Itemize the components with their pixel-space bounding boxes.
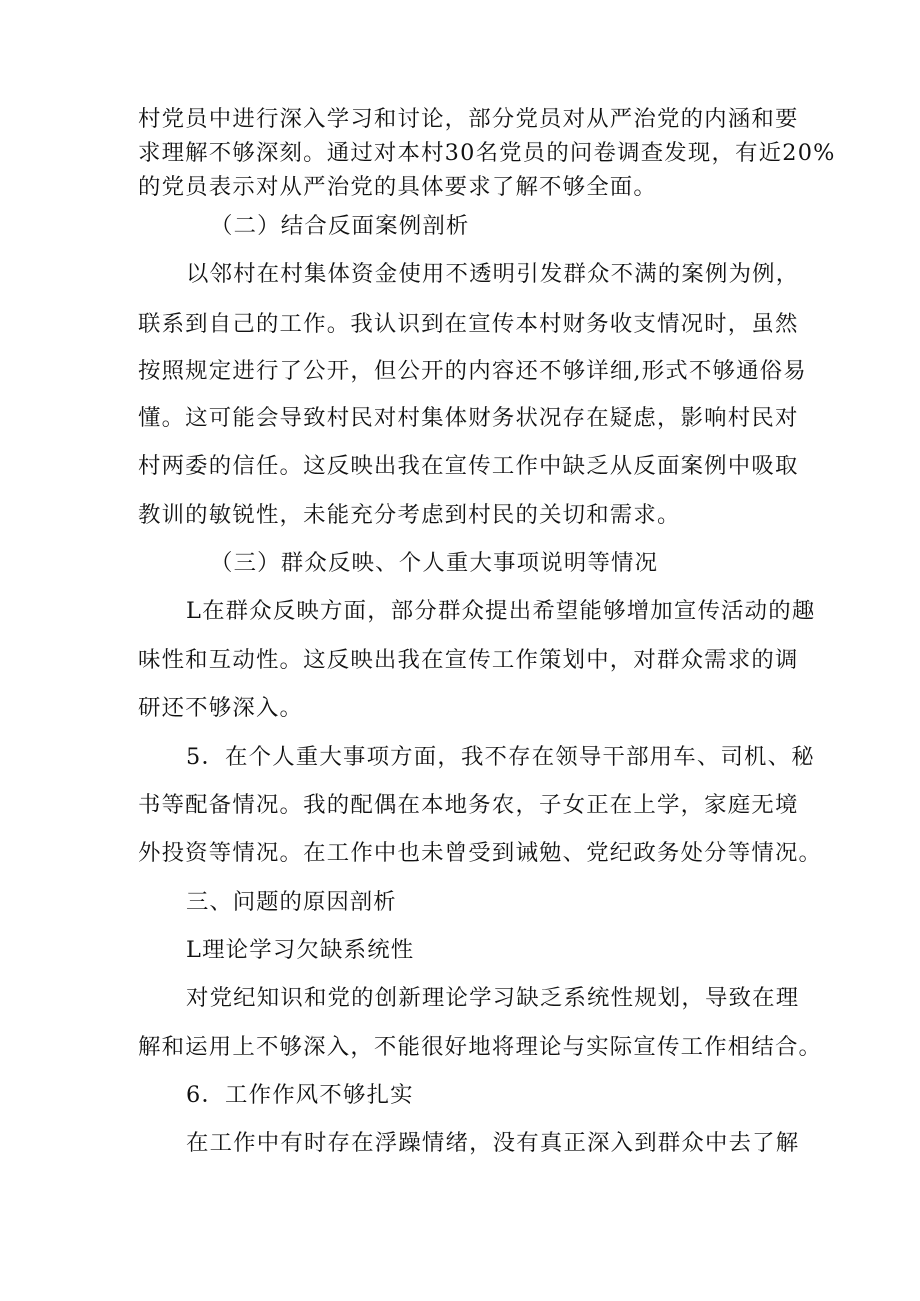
body-line: 求理解不够深刻。通过对本村30名党员的问卷调查发现，有近20% <box>138 140 836 166</box>
body-line: 的党员表示对从严治党的具体要求了解不够全面。 <box>138 174 657 200</box>
paragraph-first-line: 以邻村在村集体资金使用不透明引发群众不满的案例为例， <box>186 261 800 287</box>
body-line: 研还不够深入。 <box>138 695 304 721</box>
list-item-first-line: 5．在个人重大事项方面，我不存在领导干部用车、司机、秘 <box>186 744 815 770</box>
section-heading: 三、问题的原因剖析 <box>186 889 397 915</box>
body-line: 懂。这可能会导致村民对村集体财务状况存在疑虑，影响村民对 <box>138 405 799 431</box>
body-line: 外投资等情况。在工作中也未曾受到诫勉、党纪政务处分等情况。 <box>138 840 823 866</box>
list-item-heading: 6．工作作风不够扎实 <box>186 1082 414 1108</box>
body-line: 书等配备情况。我的配偶在本地务农，子女正在上学，家庭无境 <box>138 792 799 818</box>
body-line: 村两委的信任。这反映出我在宣传工作中缺乏从反面案例中吸取 <box>138 453 799 479</box>
body-line: 村党员中进行深入学习和讨论，部分党员对从严治党的内涵和要 <box>138 106 799 132</box>
subsection-heading: （二）结合反面案例剖析 <box>210 213 470 239</box>
body-line: 教训的敏锐性，未能充分考虑到村民的关切和需求。 <box>138 502 681 528</box>
body-line: 味性和互动性。这反映出我在宣传工作策划中，对群众需求的调 <box>138 647 799 673</box>
body-line: 解和运用上不够深入，不能很好地将理论与实际宣传工作相结合。 <box>138 1034 823 1060</box>
list-item-first-line: L在群众反映方面，部分群众提出希望能够增加宣传活动的趣 <box>186 598 816 624</box>
subsection-heading: （三）群众反映、个人重大事项说明等情况 <box>210 550 659 576</box>
list-item-heading: L理论学习欠缺系统性 <box>186 937 415 963</box>
paragraph-first-line: 在工作中有时存在浮躁情绪，没有真正深入到群众中去了解 <box>186 1130 800 1156</box>
paragraph-first-line: 对党纪知识和党的创新理论学习缺乏系统性规划，导致在理 <box>186 985 800 1011</box>
body-line: 按照规定进行了公开，但公开的内容还不够详细,形式不够通俗易 <box>138 358 807 384</box>
body-line: 联系到自己的工作。我认识到在宣传本村财务收支情况时，虽然 <box>138 311 799 337</box>
